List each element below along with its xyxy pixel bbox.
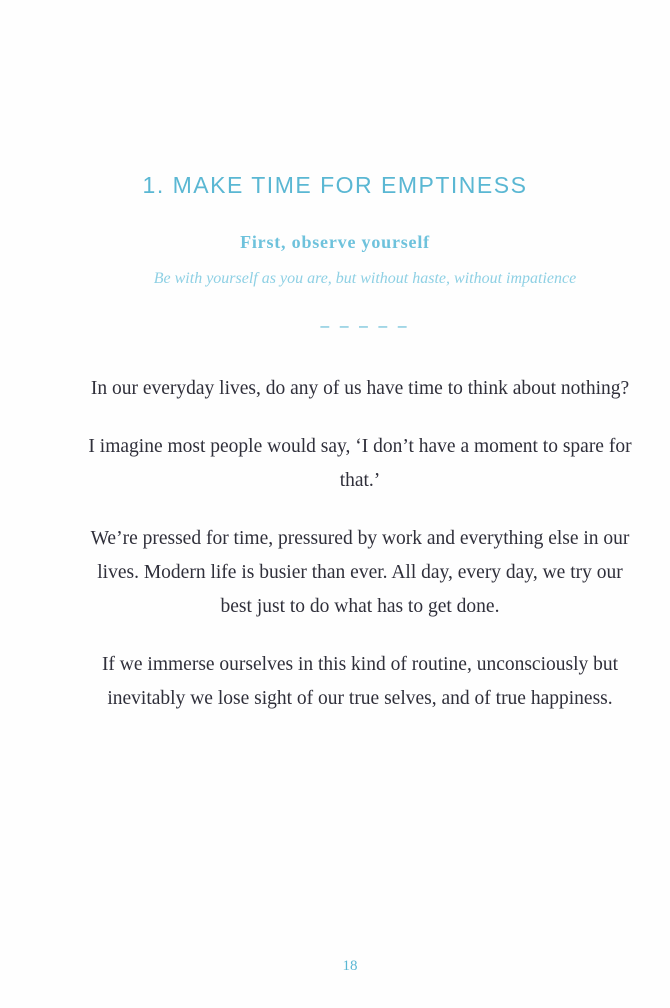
page-number: 18: [342, 958, 358, 974]
section-divider: – – – – –: [320, 318, 410, 335]
paragraph: If we immerse ourselves in this kind of routine, unconsciously but inevitably we lose sight of our true selves, and of true happiness.: [101, 654, 619, 709]
paragraph: We’re pressed for time, pressured by work and everything else in our lives. Modern life is busier than ever. All day, every day, we try our best just to do what has to get done.: [90, 528, 630, 617]
paragraph: In our everyday lives, do any of us have time to think about nothing?: [90, 378, 630, 399]
chapter-title: 1. MAKE TIME FOR EMPTINESS: [142, 172, 528, 198]
chapter-epigraph: Be with yourself as you are, but without haste, without impatience: [153, 270, 577, 287]
paragraph: I imagine most people would say, ‘I don’t have a moment to spare for that.’: [88, 436, 632, 491]
chapter-subtitle: First, observe yourself: [240, 232, 430, 252]
body-text: [80, 372, 640, 740]
